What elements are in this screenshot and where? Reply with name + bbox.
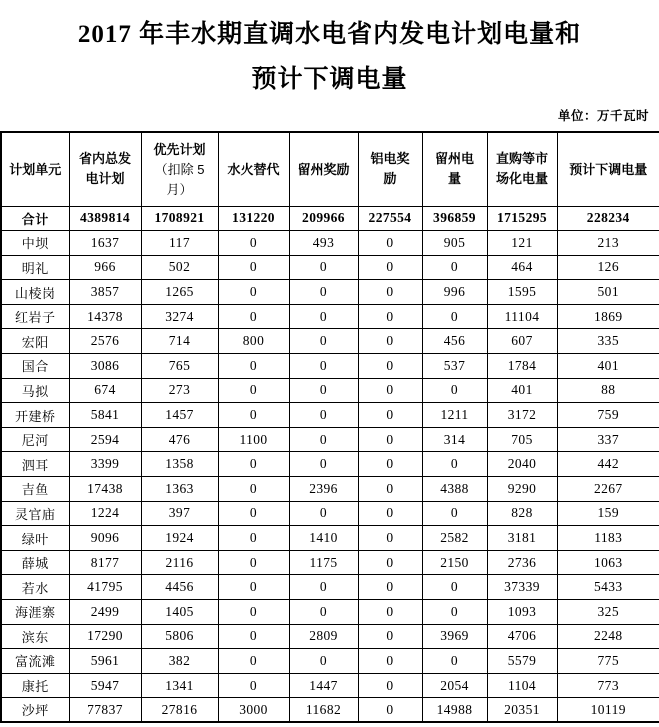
table-cell: 3857 [69, 280, 141, 305]
table-cell: 2150 [422, 550, 487, 575]
row-label: 灵官庙 [1, 501, 69, 526]
table-cell: 1637 [69, 231, 141, 256]
table-cell: 2040 [487, 452, 557, 477]
table-cell: 126 [557, 255, 659, 280]
table-cell: 0 [358, 600, 422, 625]
table-cell: 5433 [557, 575, 659, 600]
table-cell: 493 [289, 231, 358, 256]
table-cell: 401 [557, 354, 659, 379]
table-cell: 4388 [422, 477, 487, 502]
table-cell: 382 [141, 649, 218, 674]
table-cell: 1265 [141, 280, 218, 305]
table-row [1, 550, 659, 575]
row-label: 合计 [1, 206, 69, 231]
table-cell: 5806 [141, 624, 218, 649]
unit-note: 单位：万千瓦时 [557, 109, 649, 123]
table-row [1, 255, 659, 280]
table-cell: 966 [69, 255, 141, 280]
table-cell: 0 [422, 304, 487, 329]
table-cell: 0 [289, 255, 358, 280]
table-cell: 0 [358, 501, 422, 526]
table-cell: 1363 [141, 477, 218, 502]
table-cell: 5841 [69, 403, 141, 428]
table-row [1, 649, 659, 674]
row-label: 绿叶 [1, 526, 69, 551]
table-cell: 396859 [422, 206, 487, 231]
row-label: 沙坪 [1, 698, 69, 723]
column-header: 留州电量 [422, 132, 487, 206]
table-cell: 11104 [487, 304, 557, 329]
table-cell: 0 [218, 526, 289, 551]
table-cell: 0 [218, 354, 289, 379]
header-row [1, 132, 659, 206]
table-cell: 14378 [69, 304, 141, 329]
column-header: 优先计划（扣除 5 月） [141, 132, 218, 206]
table-cell: 607 [487, 329, 557, 354]
table-cell: 3086 [69, 354, 141, 379]
table-cell: 0 [218, 280, 289, 305]
table-cell: 0 [289, 403, 358, 428]
row-label: 薛城 [1, 550, 69, 575]
table-cell: 1211 [422, 403, 487, 428]
table-cell: 0 [289, 329, 358, 354]
table-cell: 159 [557, 501, 659, 526]
table-cell: 5961 [69, 649, 141, 674]
table-cell: 401 [487, 378, 557, 403]
table-cell: 905 [422, 231, 487, 256]
table-cell: 1708921 [141, 206, 218, 231]
table-cell: 2054 [422, 673, 487, 698]
table-cell: 0 [218, 255, 289, 280]
title-line-1: 2017 年丰水期直调水电省内发电计划电量和 [77, 21, 582, 48]
table-cell: 9096 [69, 526, 141, 551]
table-cell: 213 [557, 231, 659, 256]
row-label: 海涯寨 [1, 600, 69, 625]
table-cell: 0 [358, 698, 422, 723]
table-cell: 0 [289, 427, 358, 452]
table-cell: 0 [422, 255, 487, 280]
table-cell: 3000 [218, 698, 289, 723]
table-cell: 117 [141, 231, 218, 256]
table-cell: 464 [487, 255, 557, 280]
table-cell: 2594 [69, 427, 141, 452]
row-label: 滨东 [1, 624, 69, 649]
table-cell: 11682 [289, 698, 358, 723]
column-header: 预计下调电量 [557, 132, 659, 206]
table-cell: 3399 [69, 452, 141, 477]
column-header: 省内总发电计划 [69, 132, 141, 206]
table-cell: 10119 [557, 698, 659, 723]
table-cell: 17290 [69, 624, 141, 649]
table-cell: 765 [141, 354, 218, 379]
table-cell: 4456 [141, 575, 218, 600]
row-label: 康托 [1, 673, 69, 698]
table-cell: 0 [218, 624, 289, 649]
row-label: 国合 [1, 354, 69, 379]
table-cell: 9290 [487, 477, 557, 502]
table-cell: 0 [218, 575, 289, 600]
table-cell: 1341 [141, 673, 218, 698]
table-cell: 27816 [141, 698, 218, 723]
table-cell: 828 [487, 501, 557, 526]
plan-table [0, 131, 659, 723]
table-cell: 88 [557, 378, 659, 403]
table-row [1, 231, 659, 256]
table-cell: 0 [358, 575, 422, 600]
table-cell: 2396 [289, 477, 358, 502]
table-row [1, 354, 659, 379]
table-cell: 2736 [487, 550, 557, 575]
row-label: 开建桥 [1, 403, 69, 428]
row-label: 若水 [1, 575, 69, 600]
table-cell: 2116 [141, 550, 218, 575]
table-cell: 502 [141, 255, 218, 280]
table-cell: 1224 [69, 501, 141, 526]
table-cell: 335 [557, 329, 659, 354]
row-label: 吉鱼 [1, 477, 69, 502]
table-cell: 0 [218, 304, 289, 329]
table-cell: 1183 [557, 526, 659, 551]
row-label: 明礼 [1, 255, 69, 280]
table-cell: 2576 [69, 329, 141, 354]
table-cell: 273 [141, 378, 218, 403]
table-cell: 3181 [487, 526, 557, 551]
table-cell: 1924 [141, 526, 218, 551]
table-cell: 1405 [141, 600, 218, 625]
table-cell: 674 [69, 378, 141, 403]
table-row [1, 624, 659, 649]
table-cell: 0 [289, 354, 358, 379]
table-cell: 0 [218, 600, 289, 625]
table-cell: 1869 [557, 304, 659, 329]
table-cell: 3274 [141, 304, 218, 329]
table-row [1, 575, 659, 600]
table-cell: 0 [289, 649, 358, 674]
table-cell: 996 [422, 280, 487, 305]
table-cell: 0 [289, 575, 358, 600]
table-cell: 41795 [69, 575, 141, 600]
table-cell: 4706 [487, 624, 557, 649]
title-line-2: 预计下调电量 [251, 66, 408, 93]
table-row [1, 673, 659, 698]
table-cell: 14988 [422, 698, 487, 723]
table-cell: 773 [557, 673, 659, 698]
table-cell: 337 [557, 427, 659, 452]
table-cell: 325 [557, 600, 659, 625]
table-cell: 0 [422, 378, 487, 403]
table-cell: 0 [218, 231, 289, 256]
table-cell: 0 [289, 501, 358, 526]
table-row [1, 526, 659, 551]
table-cell: 0 [422, 575, 487, 600]
table-row [1, 600, 659, 625]
table-row [1, 329, 659, 354]
table-header [1, 132, 659, 206]
table-cell: 1447 [289, 673, 358, 698]
table-cell: 77837 [69, 698, 141, 723]
table-cell: 1457 [141, 403, 218, 428]
table-cell: 800 [218, 329, 289, 354]
table-cell: 1358 [141, 452, 218, 477]
row-label: 尼河 [1, 427, 69, 452]
table-cell: 1104 [487, 673, 557, 698]
table-cell: 1100 [218, 427, 289, 452]
table-cell: 0 [218, 501, 289, 526]
table-cell: 2809 [289, 624, 358, 649]
row-label: 马拟 [1, 378, 69, 403]
table-cell: 714 [141, 329, 218, 354]
table-cell: 0 [358, 427, 422, 452]
table-cell: 0 [289, 378, 358, 403]
table-cell: 775 [557, 649, 659, 674]
column-header: 计划单元 [1, 132, 69, 206]
table-cell: 20351 [487, 698, 557, 723]
table-cell: 397 [141, 501, 218, 526]
document-title [0, 0, 659, 102]
table-cell: 1595 [487, 280, 557, 305]
table-cell: 0 [422, 501, 487, 526]
table-cell: 228234 [557, 206, 659, 231]
table-cell: 5947 [69, 673, 141, 698]
table-cell: 0 [358, 378, 422, 403]
table-cell: 121 [487, 231, 557, 256]
table-cell: 0 [218, 378, 289, 403]
table-cell: 0 [218, 673, 289, 698]
table-cell: 0 [358, 280, 422, 305]
table-cell: 2499 [69, 600, 141, 625]
table-cell: 0 [358, 231, 422, 256]
table-row [1, 477, 659, 502]
table-cell: 8177 [69, 550, 141, 575]
table-cell: 0 [422, 600, 487, 625]
table-body [1, 206, 659, 722]
table-cell: 501 [557, 280, 659, 305]
table-cell: 0 [422, 649, 487, 674]
table-cell: 0 [218, 477, 289, 502]
row-label: 山棱岗 [1, 280, 69, 305]
column-header: 水火替代 [218, 132, 289, 206]
column-header: 铝电奖励 [358, 132, 422, 206]
table-cell: 0 [358, 354, 422, 379]
table-cell: 2248 [557, 624, 659, 649]
row-label: 富流滩 [1, 649, 69, 674]
table-cell: 0 [358, 550, 422, 575]
table-cell: 0 [218, 649, 289, 674]
table-cell: 1784 [487, 354, 557, 379]
table-cell: 0 [358, 624, 422, 649]
table-row [1, 427, 659, 452]
row-label: 红岩子 [1, 304, 69, 329]
row-label: 宏阳 [1, 329, 69, 354]
table-cell: 0 [289, 304, 358, 329]
table-cell: 3172 [487, 403, 557, 428]
table-cell: 476 [141, 427, 218, 452]
table-cell: 0 [358, 304, 422, 329]
table-row [1, 501, 659, 526]
table-row [1, 280, 659, 305]
table-row [1, 378, 659, 403]
table-row [1, 452, 659, 477]
table-cell: 1410 [289, 526, 358, 551]
row-label: 中坝 [1, 231, 69, 256]
table-cell: 0 [358, 329, 422, 354]
table-cell: 0 [358, 673, 422, 698]
table-row [1, 403, 659, 428]
table-cell: 705 [487, 427, 557, 452]
table-cell: 37339 [487, 575, 557, 600]
table-cell: 0 [358, 452, 422, 477]
table-cell: 0 [358, 649, 422, 674]
table-cell: 537 [422, 354, 487, 379]
table-cell: 227554 [358, 206, 422, 231]
table-cell: 2582 [422, 526, 487, 551]
table-row [1, 304, 659, 329]
table-cell: 0 [218, 403, 289, 428]
table-cell: 0 [358, 526, 422, 551]
table-cell: 4389814 [69, 206, 141, 231]
table-cell: 1715295 [487, 206, 557, 231]
column-header: 直购等市场化电量 [487, 132, 557, 206]
table-cell: 1093 [487, 600, 557, 625]
table-cell: 0 [218, 452, 289, 477]
table-cell: 0 [289, 452, 358, 477]
table-cell: 0 [289, 280, 358, 305]
table-cell: 442 [557, 452, 659, 477]
row-label: 泗耳 [1, 452, 69, 477]
table-cell: 1175 [289, 550, 358, 575]
table-cell: 0 [422, 452, 487, 477]
table-cell: 5579 [487, 649, 557, 674]
table-cell: 314 [422, 427, 487, 452]
table-cell: 456 [422, 329, 487, 354]
total-row [1, 206, 659, 231]
table-cell: 0 [358, 403, 422, 428]
table-cell: 0 [358, 255, 422, 280]
table-cell: 759 [557, 403, 659, 428]
table-cell: 1063 [557, 550, 659, 575]
table-cell: 2267 [557, 477, 659, 502]
table-cell: 209966 [289, 206, 358, 231]
column-header: 留州奖励 [289, 132, 358, 206]
table-cell: 3969 [422, 624, 487, 649]
table-cell: 0 [218, 550, 289, 575]
table-cell: 0 [289, 600, 358, 625]
table-row [1, 698, 659, 723]
table-cell: 0 [358, 477, 422, 502]
table-cell: 131220 [218, 206, 289, 231]
table-cell: 17438 [69, 477, 141, 502]
